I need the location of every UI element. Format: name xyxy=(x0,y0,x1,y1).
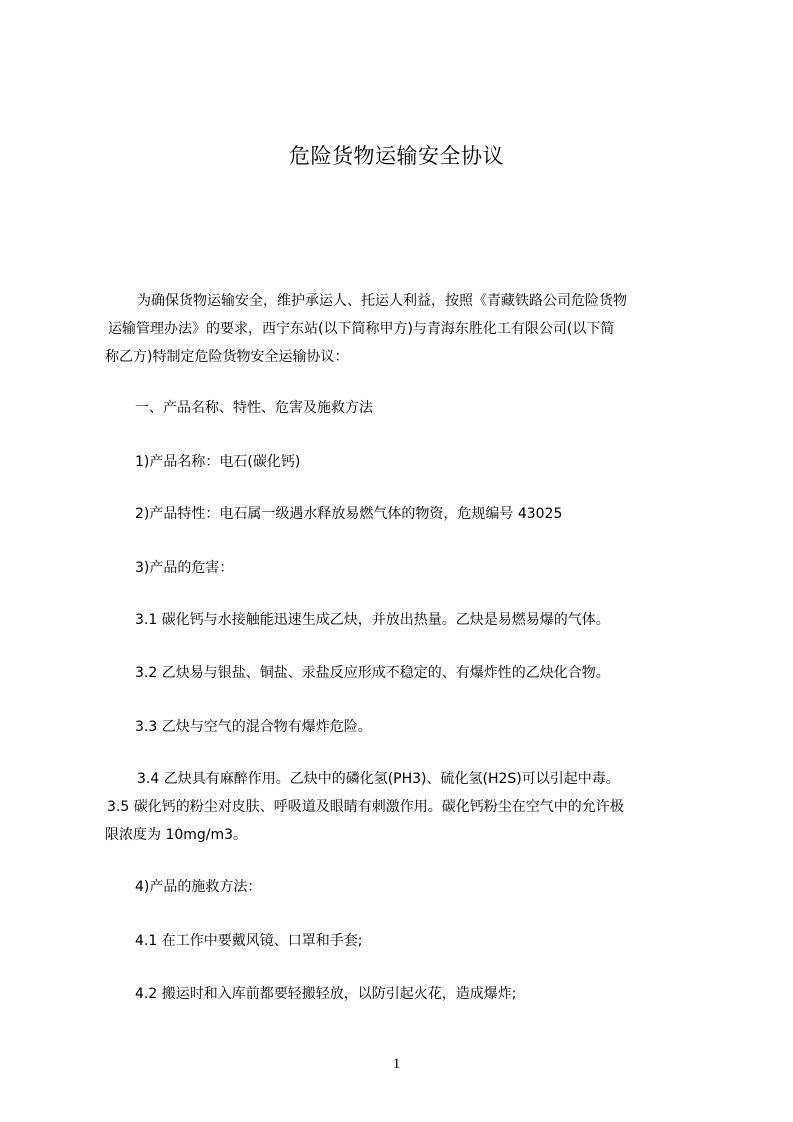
item-product-property: 2)产品特性：电石属一级遇水释放易燃气体的物资，危规编号 43025 xyxy=(135,506,563,522)
item-rescue-4-2: 4.2 搬运时和入库前都要轻搬轻放，以防引起火花，造成爆炸; xyxy=(135,986,517,1002)
item-rescue-methods: 4)产品的施救方法： xyxy=(135,879,262,895)
item-hazard-3-3: 3.3 乙炔与空气的混合物有爆炸危险。 xyxy=(135,719,372,735)
item-hazard-3-5: 3.5 碳化钙的粉尘对皮肤、呼吸道及眼睛有刺激作用。碳化钙粉尘在空气中的允许极 xyxy=(107,799,624,815)
item-product-name: 1)产品名称：电石(碳化钙) xyxy=(135,454,301,470)
page-number: 1 xyxy=(392,1056,401,1072)
item-product-hazard: 3)产品的危害： xyxy=(135,560,234,576)
document-title: 危险货物运输安全协议 xyxy=(289,144,504,168)
section-1-heading: 一、产品名称、特性、危害及施救方法 xyxy=(135,400,373,416)
intro-line-3: 称乙方)特制定危险货物安全运输协议： xyxy=(105,349,349,365)
item-hazard-3-2: 3.2 乙炔易与银盐、铜盐、汞盐反应形成不稳定的、有爆炸性的乙炔化合物。 xyxy=(135,665,610,681)
item-hazard-3-4-3-5 xyxy=(105,765,705,849)
item-hazard-3-1: 3.1 碳化钙与水接触能迅速生成乙炔，并放出热量。乙炔是易燃易爆的气体。 xyxy=(135,612,610,628)
intro-paragraph xyxy=(105,287,705,371)
intro-line-1: 为确保货物运输安全，维护承运人、托运人利益，按照《青藏铁路公司危险货物 xyxy=(137,293,627,309)
item-hazard-3-4: 3.4 乙炔具有麻醉作用。乙炔中的磷化氢(PH3)、硫化氢(H2S)可以引起中毒。 xyxy=(137,771,620,787)
intro-line-2: 运输管理办法》的要求，西宁东站(以下简称甲方)与青海东胜化工有限公司(以下简 xyxy=(108,321,615,337)
item-hazard-3-5-cont: 限浓度为 10mg/m3。 xyxy=(105,827,248,843)
item-rescue-4-1: 4.1 在工作中要戴风镜、口罩和手套; xyxy=(135,933,363,949)
